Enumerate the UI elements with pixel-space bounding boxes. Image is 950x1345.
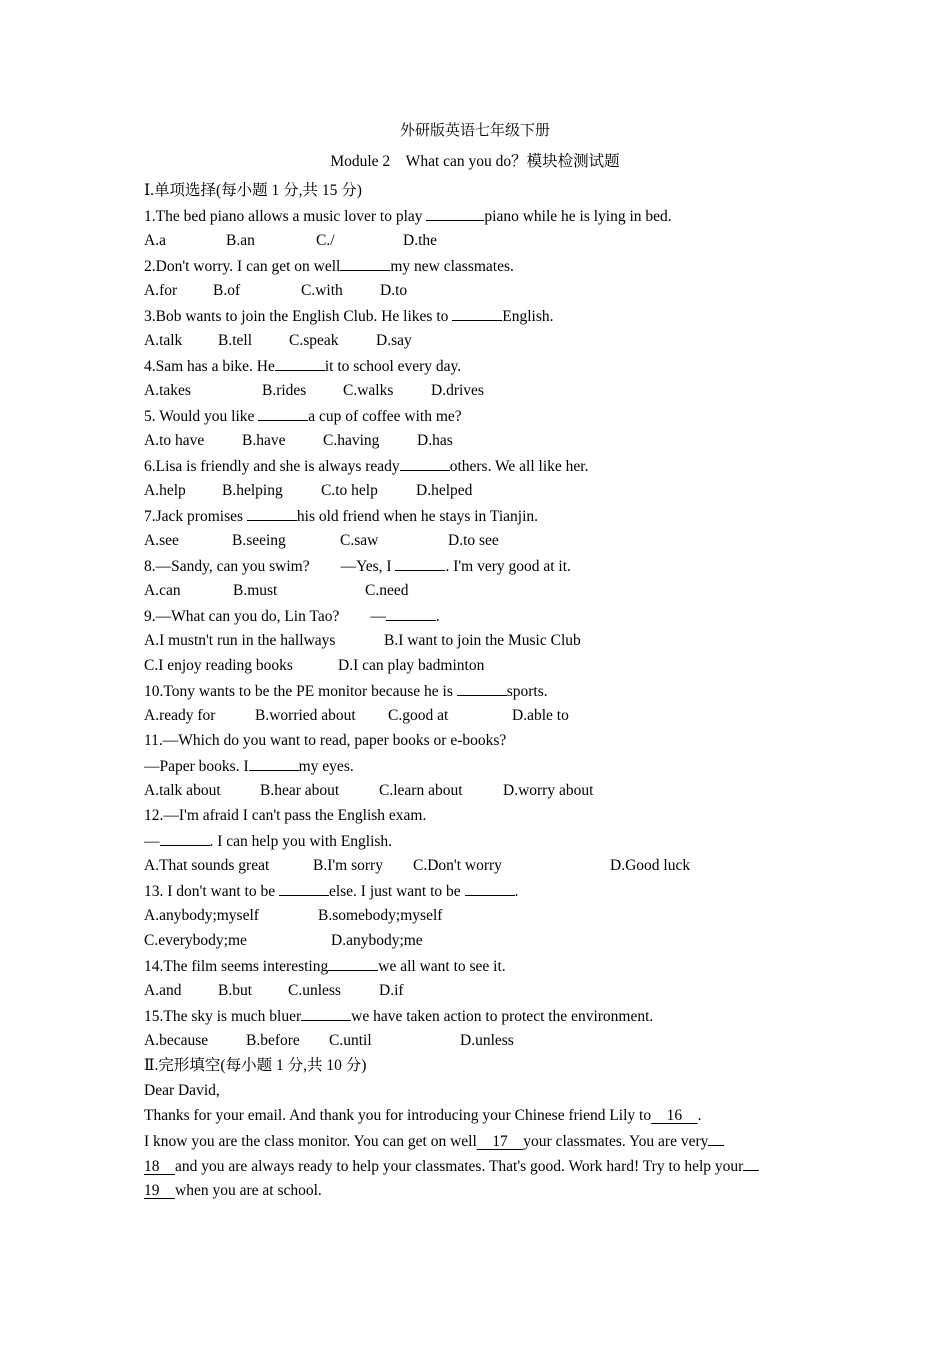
question-9: 9.—What can you do, Lin Tao? — . [144,603,824,628]
answer-blank [465,878,515,896]
option-c: C.saw [340,532,379,549]
option-d: D.say [376,332,412,349]
option-d: D.the [403,232,438,249]
option-b: B.an [226,232,255,249]
options-12 [144,853,824,878]
option-a: A.talk about [144,782,221,799]
question-4: 4.Sam has a bike. He it to school every day. [144,353,824,378]
question-14: 14.The film seems interesting we all want to see it. [144,953,824,978]
option-c: C.unless [288,982,341,999]
options-5 [144,428,824,453]
options-15 [144,1028,824,1053]
answer-blank [340,253,390,271]
question-13: 13. I don't want to be else. I just want to be . [144,878,824,903]
passage-line-4: 19 when you are at school. [144,1182,322,1199]
option-b: B.hear about [260,782,340,799]
answer-blank [328,953,378,971]
option-a: A.because [144,1032,209,1049]
option-a: A.a [144,232,166,249]
option-b: B.must [233,582,278,599]
option-b: B.tell [218,332,253,349]
option-c: C.walks [343,382,394,399]
option-c: C.having [323,432,380,449]
option-a: A.That sounds great [144,857,270,874]
answer-blank [275,353,325,371]
options-11 [144,778,824,803]
options-10 [144,703,824,728]
option-a: A.anybody;myself [144,907,259,924]
blank-19: 19 [144,1182,176,1199]
option-d: D.if [379,982,404,999]
option-b: B.seeing [232,532,286,549]
option-c: C.everybody;me [144,932,247,949]
option-c: C.until [329,1032,372,1049]
question-2: 2.Don't worry. I can get on well my new classmates. [144,253,824,278]
option-b: B.I want to join the Music Club [384,632,581,649]
option-b: B.helping [222,482,283,499]
option-a: A.can [144,582,181,599]
option-d: D.has [417,432,453,449]
option-c: C.speak [289,332,339,349]
option-b: B.somebody;myself [318,907,443,924]
blank-19-start [743,1153,759,1171]
option-a: A.for [144,282,178,299]
option-b: B.have [242,432,286,449]
answer-blank [247,503,297,521]
option-c: C.with [301,282,343,299]
option-a: A.ready for [144,707,216,724]
option-d: D.drives [431,382,484,399]
options-7 [144,528,824,553]
option-d: D.I can play badminton [338,657,485,674]
answer-blank [452,303,502,321]
option-b: B.I'm sorry [313,857,383,874]
option-a: A.I mustn't run in the hallways [144,632,336,649]
options-14 [144,978,824,1003]
question-1: 1.The bed piano allows a music lover to play piano while he is lying in bed. [144,203,824,228]
option-c: C.need [365,582,409,599]
options-4 [144,378,824,403]
document-title: 外研版英语七年级下册 [399,123,550,139]
option-c: C./ [316,232,335,249]
options-13-row1 [144,903,824,928]
option-c: C.to help [321,482,378,499]
option-d: D.anybody;me [331,932,423,949]
answer-blank [386,603,436,621]
options-1 [144,228,824,253]
answer-blank [279,878,329,896]
passage-line-1: Thanks for your email. And thank you for introducing your Chinese friend Lily to 16 . [144,1107,702,1124]
question-15: 15.The sky is much bluer we have taken action to protect the environment. [144,1003,824,1028]
option-c: C.Don't worry [413,857,502,874]
option-b: B.but [218,982,253,999]
option-b: B.before [246,1032,300,1049]
answer-blank [457,678,507,696]
answer-blank [249,753,299,771]
option-d: D.unless [460,1032,514,1049]
question-5: 5. Would you like a cup of coffee with me? [144,403,824,428]
option-d: D.Good luck [610,857,691,874]
option-b: B.worried about [255,707,356,724]
option-d: D.worry about [503,782,594,799]
question-11: 11.—Which do you want to read, paper books or e-books? [144,732,507,749]
blank-17: 17 [476,1133,524,1150]
option-d: D.helped [416,482,473,499]
blank-16: 16 [651,1107,698,1124]
section1-heading: Ⅰ.单项选择(每小题 1 分,共 15 分) [144,182,362,199]
option-c: C.I enjoy reading books [144,657,293,674]
options-13-row2 [144,928,824,953]
question-8: 8.—Sandy, can you swim? —Yes, I . I'm very good at it. [144,553,824,578]
option-a: A.takes [144,382,191,399]
document-subtitle: Module 2 What can you do？模块检测试题 [330,153,620,170]
passage-line-3: 18 and you are always ready to help your classmates. That's good. Work hard! Try to help your [144,1153,824,1178]
section2-heading: Ⅱ.完形填空(每小题 1 分,共 10 分) [144,1057,367,1074]
options-6 [144,478,824,503]
option-b: B.rides [262,382,307,399]
answer-blank [426,203,484,221]
option-d: D.able to [512,707,569,724]
option-d: D.to see [448,532,499,549]
option-a: A.to have [144,432,205,449]
letter-greeting: Dear David, [144,1082,220,1099]
blank-18-start [708,1128,724,1146]
options-8 [144,578,824,603]
option-c: C.learn about [379,782,463,799]
options-3 [144,328,824,353]
question-12: 12.—I'm afraid I can't pass the English exam. [144,807,427,824]
answer-blank [258,403,308,421]
option-d: D.to [380,282,408,299]
options-2 [144,278,824,303]
option-b: B.of [213,282,241,299]
passage-line-2: I know you are the class monitor. You can get on well 17 your classmates. You are very [144,1128,824,1153]
question-6: 6.Lisa is friendly and she is always ready others. We all like her. [144,453,824,478]
blank-18: 18 [144,1158,176,1175]
option-a: A.see [144,532,179,549]
option-c: C.good at [388,707,449,724]
answer-blank [301,1003,351,1021]
question-12-reply: — . I can help you with English. [144,828,824,853]
option-a: A.talk [144,332,183,349]
document-body [144,178,824,1203]
options-9-row1 [144,628,824,653]
question-11-reply: —Paper books. I my eyes. [144,753,824,778]
option-a: A.and [144,982,182,999]
option-a: A.help [144,482,186,499]
question-3: 3.Bob wants to join the English Club. He likes to English. [144,303,824,328]
question-10: 10.Tony wants to be the PE monitor because he is sports. [144,678,824,703]
answer-blank [160,828,210,846]
answer-blank [395,553,445,571]
question-7: 7.Jack promises his old friend when he stays in Tianjin. [144,503,824,528]
options-9-row2 [144,653,824,678]
answer-blank [400,453,450,471]
